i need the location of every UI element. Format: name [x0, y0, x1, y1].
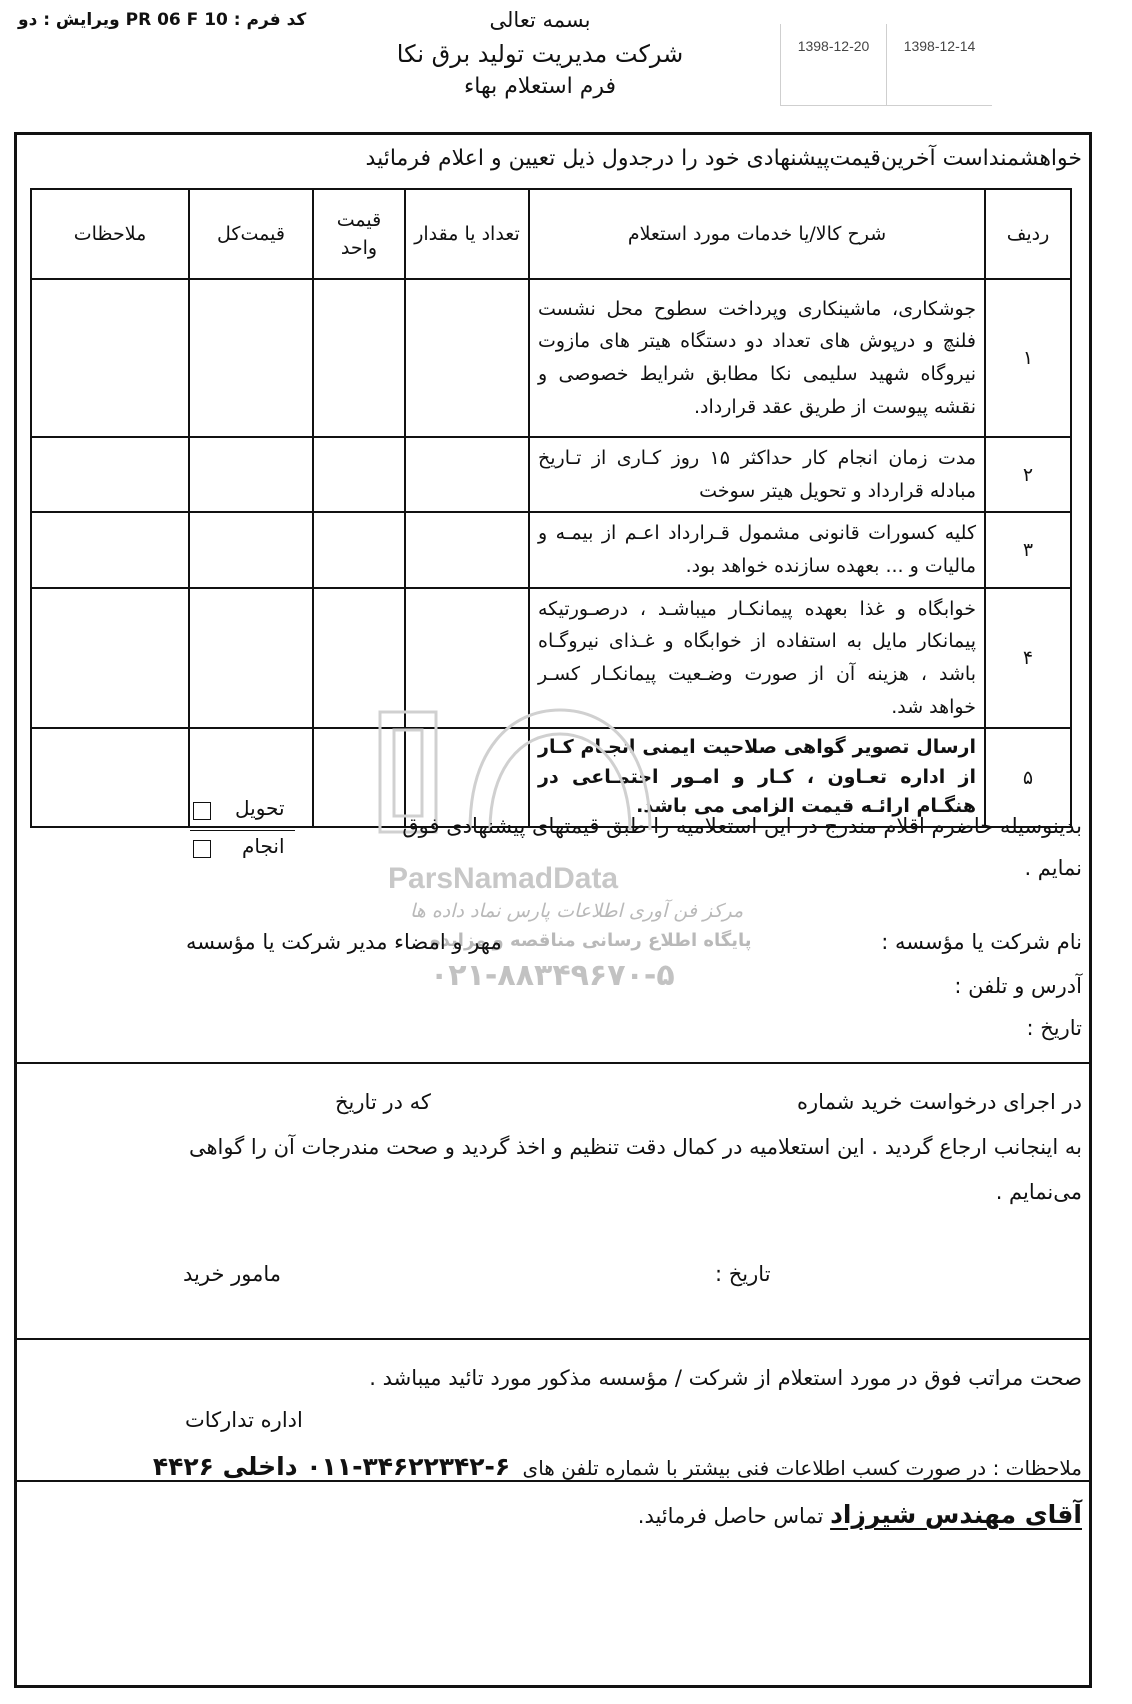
remarks-cell[interactable] — [31, 588, 189, 729]
purchase-officer-label: مامور خرید — [183, 1262, 281, 1286]
header-row-number: ردیف — [985, 189, 1071, 279]
company-name-label: نام شرکت یا مؤسسه : — [881, 930, 1082, 954]
remarks-cell[interactable] — [31, 437, 189, 512]
intro-text: خواهشمنداست آخرین‌قیمت‌پیشنهادی خود را درجدول ذیل تعیین و اعلام فرمائید — [365, 146, 1082, 171]
purchase-request-number-label: در اجرای درخواست خرید شماره — [797, 1090, 1082, 1114]
row-number: ۵ — [985, 728, 1071, 826]
row-description: ارسال تصویر گواهی صلاحیت ایمنی انجـام کـار از اداره تعـاون ، کـار و امـور اجتمـاعی در هنگـام ارائـه قیمت الزامی می باشد. — [529, 728, 985, 826]
quantity-cell[interactable] — [405, 437, 529, 512]
watermark-line1: مرکز فن آوری اطلاعات پارس نماد داده ها — [410, 900, 744, 922]
total-price-cell[interactable] — [189, 512, 313, 587]
row-number: ۱ — [985, 279, 1071, 437]
date-right: 1398-12-14 — [903, 38, 976, 54]
row-description: کلیه کسورات قانونی مشمول قـرارداد اعـم از بیمـه و مالیات و ... بعهده سازنده خواهد بود. — [529, 512, 985, 587]
contact-person: آقای مهندس شیرزاد — [830, 1500, 1082, 1529]
basmala: بسمه تعالی — [489, 8, 591, 32]
row-description: جوشکاری، ماشینکاری وپرداخت سطوح محل نشست فلنچ و درپوش های تعداد دو دستگاه هیتر های مازوت نیروگاه شهید سلیمی نکا مطابق شرایط خصوصی و نقشه پیوست از طریق عقد قرارداد. — [529, 279, 985, 437]
row-number: ۳ — [985, 512, 1071, 587]
option-perform-label: انجام — [242, 834, 285, 858]
stamp-signature-label: مهر و امضاء مدیر شرکت یا مؤسسه — [186, 930, 502, 954]
table-header-row — [31, 189, 1071, 279]
date-left: 1398-12-20 — [797, 38, 870, 54]
purchase-date-label: تاریخ : — [715, 1262, 771, 1286]
remarks-cell[interactable] — [31, 728, 189, 826]
header-description: شرح کالا/یا خدمات مورد استعلام — [529, 189, 985, 279]
option-delivery-checkbox[interactable] — [193, 802, 211, 820]
notes-prefix: ملاحظات : در صورت کسب اطلاعات فنی بیشتر با شماره تلفن های — [522, 1456, 1082, 1480]
remarks-cell[interactable] — [31, 512, 189, 587]
purchase-certify-line: به اینجانب ارجاع گردید . این استعلامیه در کمال دقت تنظیم و اخذ گردید و صحت مندرجات آن را گواهی — [188, 1135, 1082, 1159]
company-name: شرکت مدیریت تولید برق نکا — [396, 40, 684, 68]
remarks-cell[interactable] — [31, 279, 189, 437]
form-code: کد فرم : PR 06 F 10 ویرایش : دو — [18, 10, 307, 30]
row-description: مدت زمان انجام کار حداکثر ۱۵ روز کـاری از تـاریخ مبادله قرارداد و تحویل هیتر سوخت — [529, 437, 985, 512]
procurement-dept: اداره تدارکات — [185, 1408, 303, 1432]
purchase-request-date-label: که در تاریخ — [335, 1090, 431, 1114]
header-unit-price: قیمت واحد — [313, 189, 405, 279]
offer-text-line2: نمایم . — [1024, 856, 1082, 880]
row-description: خوابگاه و غذا بعهده پیمانکـار میباشـد ، درصـورتیکه پیمانکار مایل به استفاده از خوابگاه و غـذای نیروگـاه باشد ، هزینه آن از صورت وضـعیت پیمانکـار کسـر خواهد شد. — [529, 588, 985, 729]
quantity-cell[interactable] — [405, 512, 529, 587]
unit-price-cell[interactable] — [313, 437, 405, 512]
table-row — [31, 512, 1071, 587]
notes-suffix: تماس حاصل فرمائید. — [637, 1504, 824, 1528]
watermark-logo-icon — [360, 690, 730, 870]
company-date-label: تاریخ : — [1026, 1016, 1082, 1040]
total-price-cell[interactable] — [189, 279, 313, 437]
watermark-phone: ۰۲۱-۸۸۳۴۹۶۷۰-۵ — [430, 958, 675, 993]
row-number: ۴ — [985, 588, 1071, 729]
option-divider — [190, 830, 295, 831]
notes-contact-line — [638, 1500, 1082, 1529]
notes-text — [153, 1452, 1082, 1481]
total-price-cell[interactable] — [189, 437, 313, 512]
date-stamp-left — [780, 24, 886, 106]
notes-phone: ۶-۳۴۶۲۲۳۴۲-۰۱۱ داخلی ۴۴۲۶ — [152, 1452, 511, 1481]
header-remarks: ملاحظات — [31, 189, 189, 279]
purchase-certify-end: می‌نمایم . — [995, 1180, 1082, 1204]
option-delivery-label: تحویل — [235, 796, 285, 820]
header-total-price: قیمت‌کل — [189, 189, 313, 279]
form-title: فرم استعلام بهاء — [463, 74, 617, 99]
table-row — [31, 437, 1071, 512]
confirmation-text: صحت مراتب فوق در مورد استعلام از شرکت / مؤسسه مذکور مورد تائید میباشد . — [369, 1366, 1082, 1390]
total-price-cell[interactable] — [189, 588, 313, 729]
header-quantity: تعداد یا مقدار — [405, 189, 529, 279]
watermark-brand: ParsNamadData — [388, 862, 619, 895]
offer-text-line1: بدینوسیله حاضرم اقلام مندرج در این استعلامیه را طبق قیمتهای پیشنهادی فوق — [402, 814, 1082, 838]
section-separator — [14, 1338, 1092, 1340]
unit-price-cell[interactable] — [313, 512, 405, 587]
row-number: ۲ — [985, 437, 1071, 512]
section-separator — [14, 1062, 1092, 1064]
address-phone-label: آدرس و تلفن : — [954, 974, 1082, 998]
watermark-line2: پایگاه اطلاع رسانی مناقصه و مزایده — [430, 930, 752, 951]
date-stamp-right — [886, 24, 992, 106]
table-row — [31, 279, 1071, 437]
option-perform-checkbox[interactable] — [193, 840, 211, 858]
quantity-cell[interactable] — [405, 279, 529, 437]
unit-price-cell[interactable] — [313, 279, 405, 437]
